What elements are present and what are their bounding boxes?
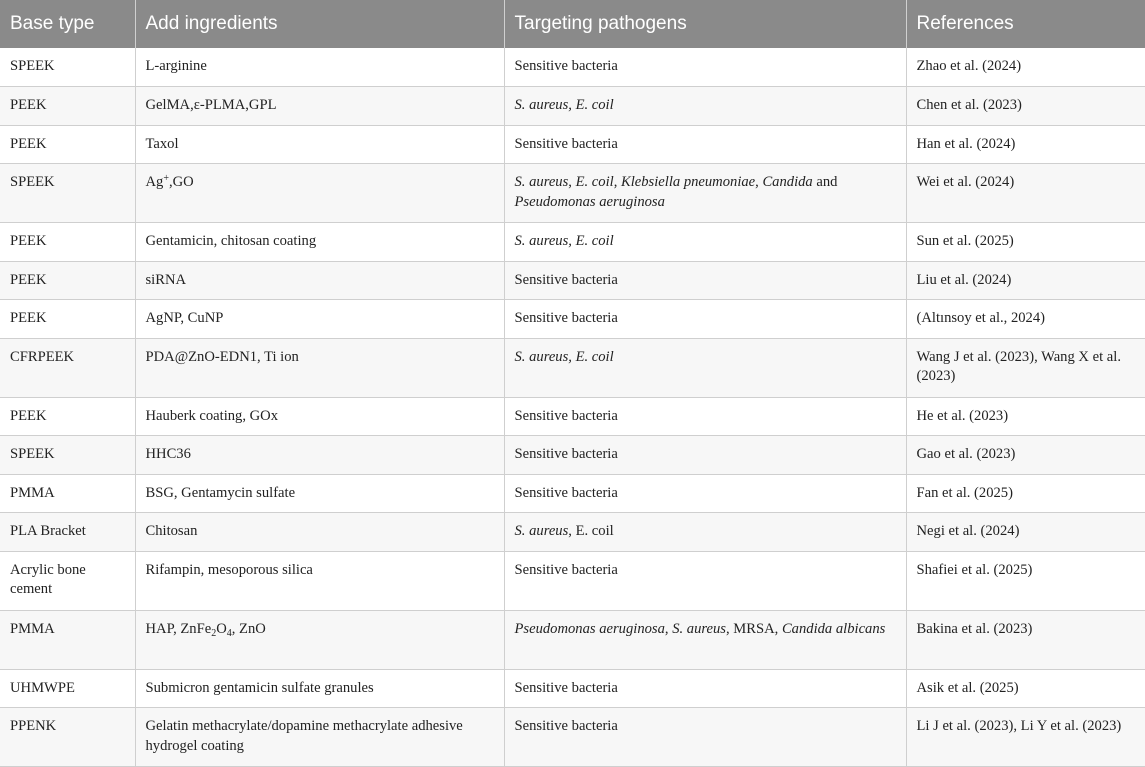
cell-targeting-pathogens <box>504 397 906 436</box>
text-segment: Taxol <box>145 135 179 152</box>
text-segment: PDA@ZnO-EDN1, Ti ion <box>145 348 299 365</box>
table-row <box>0 669 1145 708</box>
header-references: References <box>906 0 1145 48</box>
cell-targeting-pathogens <box>504 708 906 767</box>
text-segment: Sensitive bacteria <box>514 561 618 578</box>
header-row <box>0 0 1145 48</box>
cell-base-type: PMMA <box>0 610 135 669</box>
cell-add-ingredients <box>135 669 504 708</box>
cell-targeting-pathogens <box>504 300 906 339</box>
table-row <box>0 48 1145 87</box>
cell-base-type: CFRPEEK <box>0 338 135 397</box>
text-segment: Rifampin, mesoporous silica <box>145 561 313 578</box>
table-row <box>0 87 1145 126</box>
text-segment: BSG, Gentamycin sulfate <box>145 484 296 501</box>
text-segment: Sensitive bacteria <box>514 484 618 501</box>
cell-targeting-pathogens <box>504 87 906 126</box>
cell-targeting-pathogens <box>504 338 906 397</box>
cell-targeting-pathogens <box>504 261 906 300</box>
text-segment: Submicron gentamicin sulfate granules <box>145 679 374 696</box>
table-row <box>0 513 1145 552</box>
text-segment: S. aureus, E. coil <box>514 97 614 113</box>
text-segment: Sensitive bacteria <box>514 718 618 734</box>
text-segment: Pseudomonas aeruginosa <box>514 193 665 210</box>
cell-references: Wei et al. (2024) <box>906 164 1145 223</box>
text-segment: 2 <box>211 627 217 639</box>
table-row <box>0 708 1145 767</box>
cell-targeting-pathogens <box>504 164 906 223</box>
table-row <box>0 551 1145 610</box>
text-segment: 4 <box>226 627 232 639</box>
text-segment: E. coil <box>575 174 614 190</box>
text-segment: Sensitive bacteria <box>514 679 618 696</box>
cell-references: (Altınsoy et al., 2024) <box>906 300 1145 339</box>
cell-references: Shafiei et al. (2025) <box>906 551 1145 610</box>
cell-add-ingredients <box>135 551 504 610</box>
text-segment: HAP, ZnFe <box>145 620 212 637</box>
table-row <box>0 164 1145 223</box>
text-segment: , E. coil <box>568 523 614 539</box>
text-segment: , MRSA, <box>725 620 782 637</box>
cell-targeting-pathogens <box>504 669 906 708</box>
text-segment: , <box>568 174 576 190</box>
text-segment: S. aureus <box>514 523 569 539</box>
cell-base-type: PEEK <box>0 300 135 339</box>
cell-add-ingredients <box>135 48 504 87</box>
cell-references: Liu et al. (2024) <box>906 261 1145 300</box>
cell-references: Sun et al. (2025) <box>906 223 1145 262</box>
cell-references: Bakina et al. (2023) <box>906 610 1145 669</box>
cell-add-ingredients <box>135 708 504 767</box>
text-segment: GelMA,ε-PLMA,GPL <box>145 97 277 113</box>
cell-add-ingredients <box>135 164 504 223</box>
cell-add-ingredients <box>135 436 504 475</box>
cell-references: Chen et al. (2023) <box>906 87 1145 126</box>
cell-base-type: PEEK <box>0 125 135 164</box>
cell-base-type: PEEK <box>0 87 135 126</box>
cell-references: Negi et al. (2024) <box>906 513 1145 552</box>
cell-add-ingredients <box>135 261 504 300</box>
text-segment: , <box>613 174 621 190</box>
text-segment: Klebsiella pneumoniae <box>620 174 756 190</box>
text-segment: O <box>216 620 227 637</box>
text-segment: + <box>163 173 169 184</box>
table-row <box>0 223 1145 262</box>
cell-references: He et al. (2023) <box>906 397 1145 436</box>
cell-base-type: SPEEK <box>0 48 135 87</box>
cell-add-ingredients <box>135 474 504 513</box>
text-segment: HHC36 <box>145 446 191 462</box>
text-segment: Sensitive bacteria <box>514 446 618 462</box>
text-segment: ,GO <box>168 174 194 190</box>
text-segment: and <box>812 174 838 190</box>
cell-add-ingredients <box>135 513 504 552</box>
table-row <box>0 474 1145 513</box>
cell-references: Gao et al. (2023) <box>906 436 1145 475</box>
text-segment: Sensitive bacteria <box>514 271 618 288</box>
header-targeting-pathogens: Targeting pathogens <box>504 0 906 48</box>
text-segment: Sensitive bacteria <box>514 407 618 424</box>
cell-references: Li J et al. (2023), Li Y et al. (2023) <box>906 708 1145 767</box>
cell-targeting-pathogens <box>504 610 906 669</box>
cell-base-type: SPEEK <box>0 164 135 223</box>
table-row <box>0 261 1145 300</box>
text-segment: AgNP, CuNP <box>145 310 224 326</box>
table-body <box>0 48 1145 767</box>
cell-base-type: PPENK <box>0 708 135 767</box>
text-segment: Gelatin methacrylate/dopamine methacrylate adhesive hydrogel coating <box>145 718 463 754</box>
text-segment: Chitosan <box>145 523 198 539</box>
text-segment: , <box>664 620 673 637</box>
cell-references: Zhao et al. (2024) <box>906 48 1145 87</box>
cell-references: Fan et al. (2025) <box>906 474 1145 513</box>
table-row <box>0 125 1145 164</box>
cell-base-type: PMMA <box>0 474 135 513</box>
text-segment: S. aureus <box>672 620 726 637</box>
cell-targeting-pathogens <box>504 474 906 513</box>
cell-references: Asik et al. (2025) <box>906 669 1145 708</box>
cell-references: Han et al. (2024) <box>906 125 1145 164</box>
table-row <box>0 300 1145 339</box>
text-segment: L-arginine <box>145 58 207 74</box>
cell-targeting-pathogens <box>504 436 906 475</box>
text-segment: Ag <box>145 174 164 190</box>
text-segment: Candida <box>762 174 813 190</box>
text-segment: S. aureus <box>514 174 569 190</box>
cell-base-type: Acrylic bone cement <box>0 551 135 610</box>
cell-targeting-pathogens <box>504 223 906 262</box>
text-segment: Pseudomonas aeruginosa <box>514 620 665 637</box>
text-segment: Hauberk coating, GOx <box>145 407 279 424</box>
text-segment: siRNA <box>145 271 187 288</box>
text-segment: Gentamicin, chitosan coating <box>145 233 317 249</box>
cell-base-type: PEEK <box>0 223 135 262</box>
cell-add-ingredients <box>135 125 504 164</box>
cell-add-ingredients <box>135 300 504 339</box>
text-segment: Sensitive bacteria <box>514 58 618 74</box>
cell-add-ingredients <box>135 397 504 436</box>
cell-base-type: PEEK <box>0 397 135 436</box>
cell-targeting-pathogens <box>504 513 906 552</box>
table-row <box>0 436 1145 475</box>
cell-base-type: SPEEK <box>0 436 135 475</box>
cell-targeting-pathogens <box>504 551 906 610</box>
header-add-ingredients: Add ingredients <box>135 0 504 48</box>
cell-targeting-pathogens <box>504 125 906 164</box>
cell-targeting-pathogens <box>504 48 906 87</box>
text-segment: S. aureus, E. coil <box>514 233 614 249</box>
table-row <box>0 397 1145 436</box>
table-header <box>0 0 1145 48</box>
text-segment: Candida albicans <box>781 620 886 637</box>
cell-base-type: UHMWPE <box>0 669 135 708</box>
text-segment: Sensitive bacteria <box>514 135 618 152</box>
cell-add-ingredients <box>135 223 504 262</box>
text-segment: Sensitive bacteria <box>514 310 618 326</box>
text-segment: S. aureus, E. coil <box>514 348 614 365</box>
header-base-type: Base type <box>0 0 135 48</box>
cell-add-ingredients <box>135 610 504 669</box>
text-segment: , <box>755 174 763 190</box>
cell-add-ingredients <box>135 338 504 397</box>
cell-base-type: PLA Bracket <box>0 513 135 552</box>
cell-references: Wang J et al. (2023), Wang X et al. (2023) <box>906 338 1145 397</box>
table-row <box>0 338 1145 397</box>
cell-add-ingredients <box>135 87 504 126</box>
cell-base-type: PEEK <box>0 261 135 300</box>
text-segment: , ZnO <box>231 620 266 637</box>
table-row <box>0 610 1145 669</box>
